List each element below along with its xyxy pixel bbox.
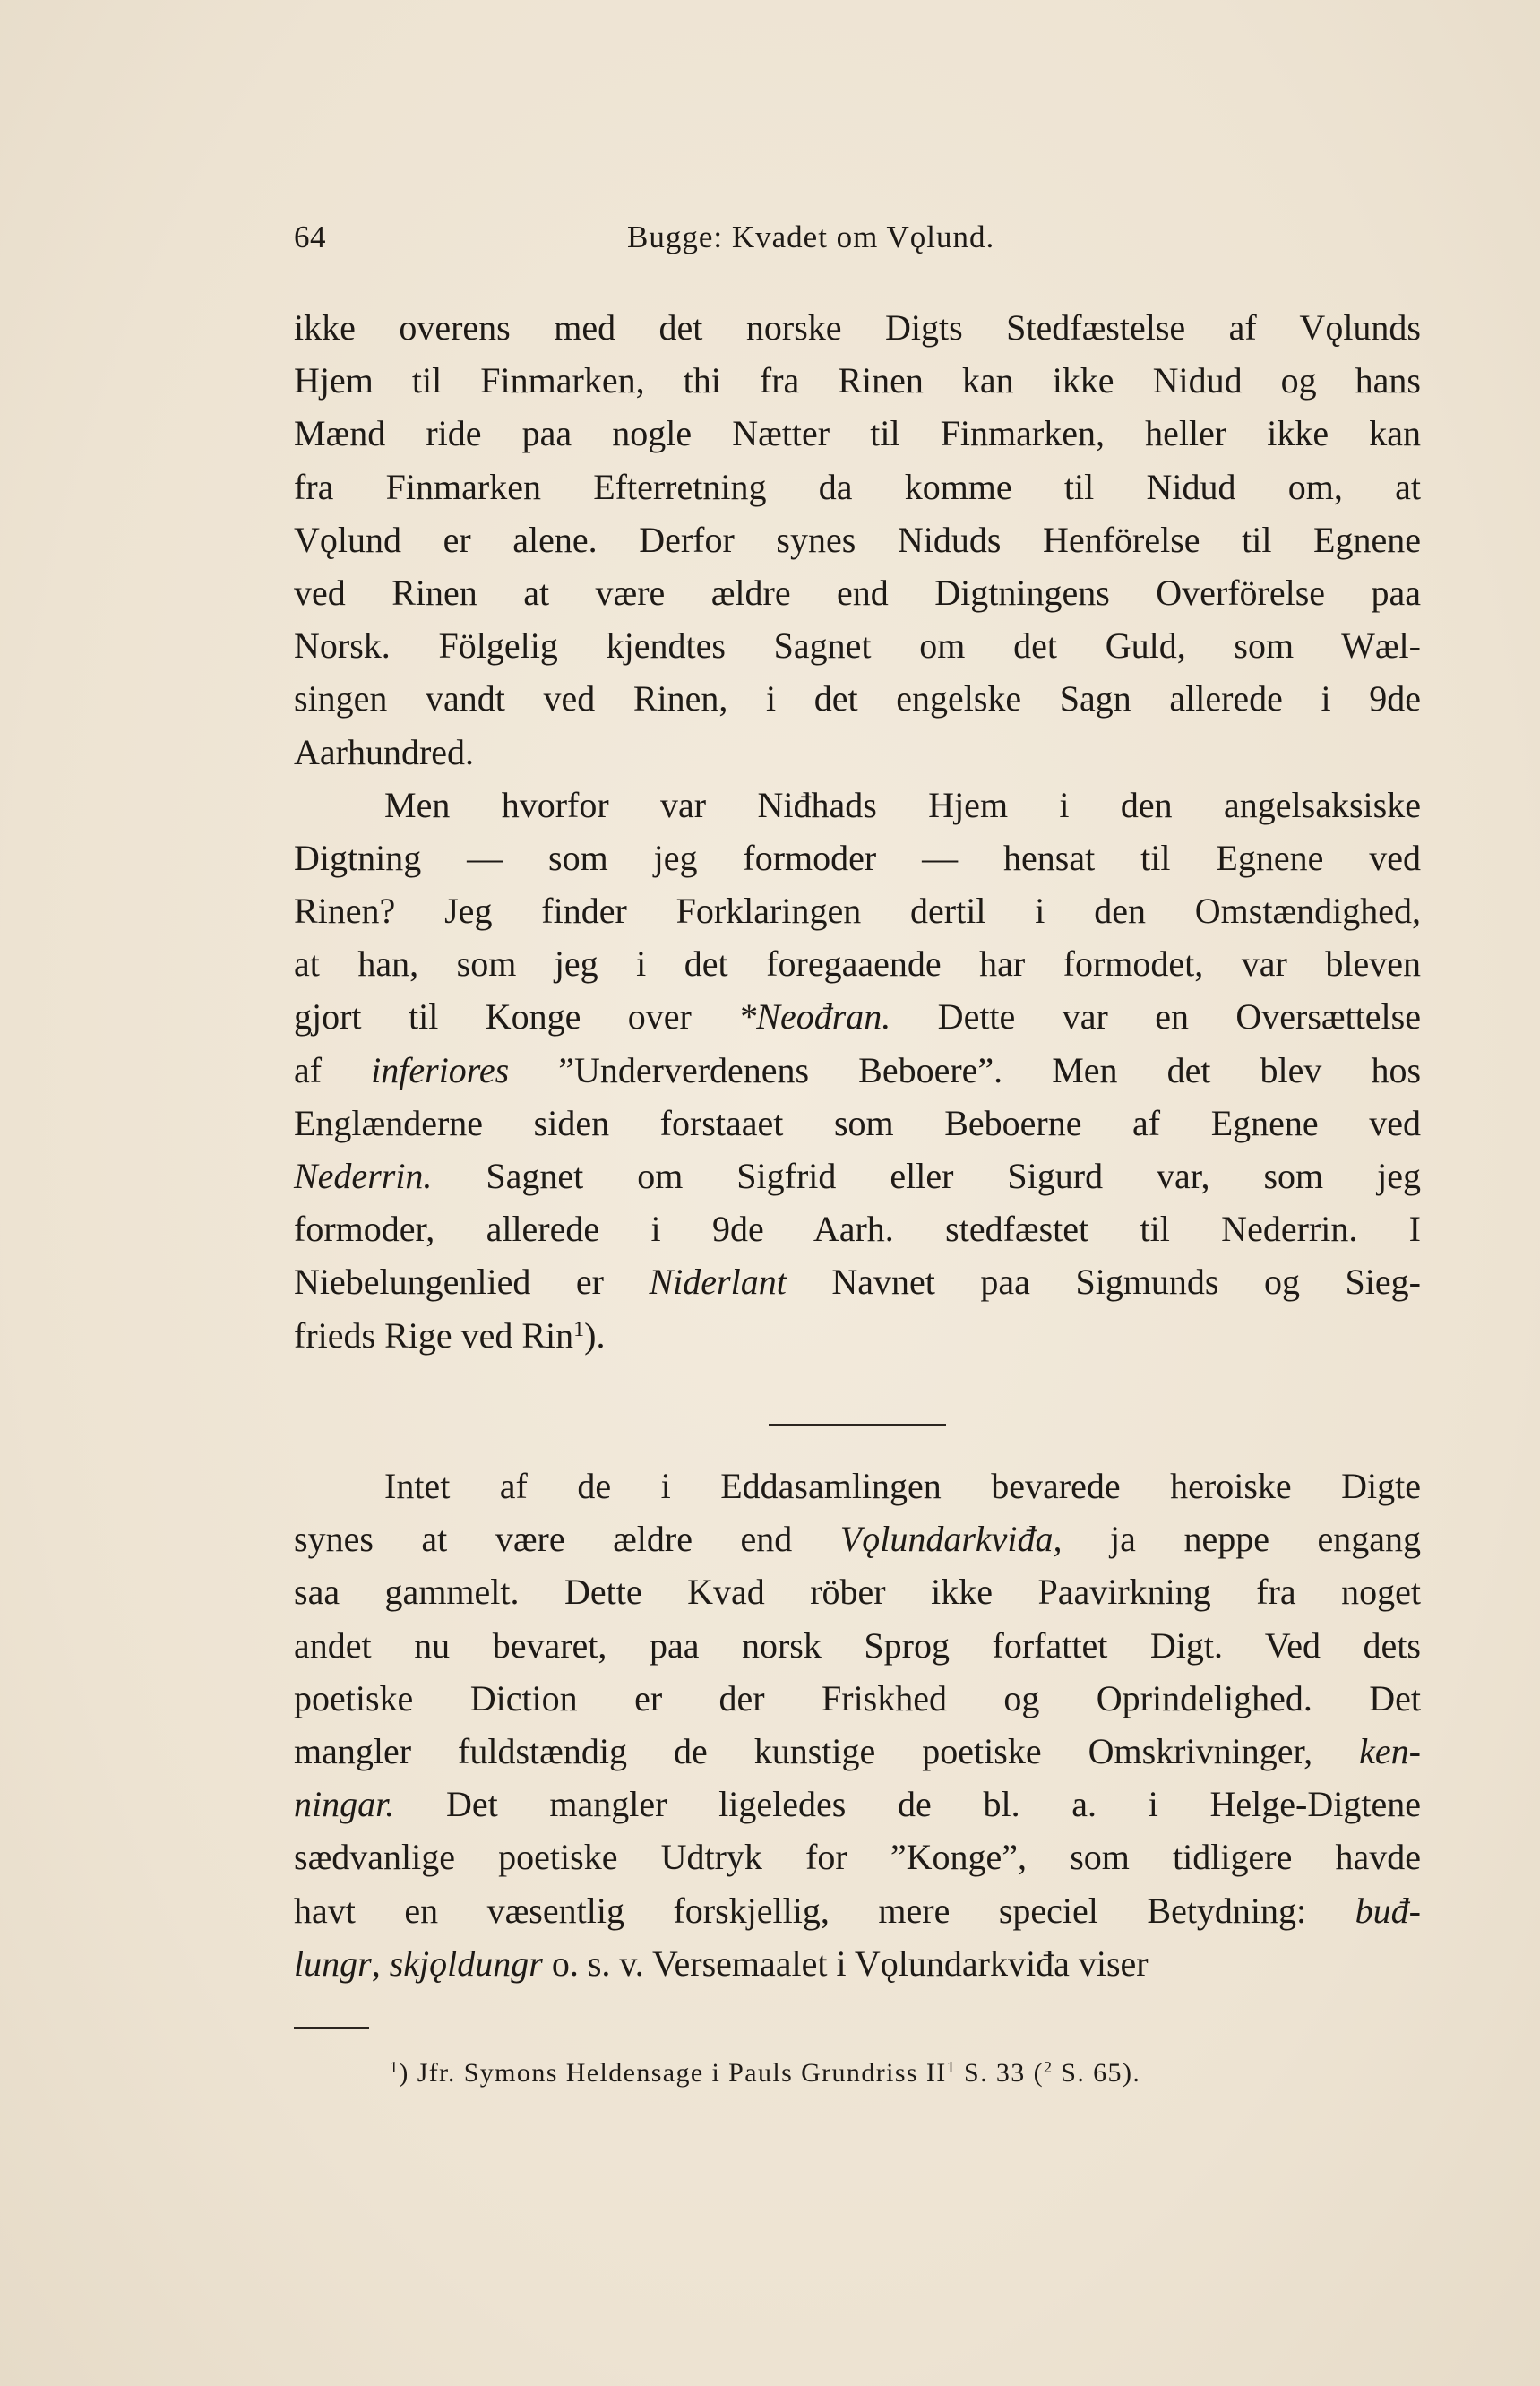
- italic-term: Niderlant: [649, 1262, 787, 1303]
- text-line: [294, 566, 1421, 619]
- text-line: [294, 1672, 1421, 1725]
- footnote: [390, 2058, 1140, 2089]
- text-line: [294, 1778, 1421, 1830]
- line-text: Intet af de i Eddasamlingen bevarede heroiske Digte: [384, 1466, 1421, 1506]
- text-line: [294, 513, 1421, 566]
- paragraph-2: [294, 779, 1421, 1362]
- text-line: [294, 1044, 1421, 1097]
- line-text: Norsk. Fölgelig kjendtes Sagnet om det Guld, som Wæl-: [294, 625, 1421, 667]
- line-text: sædvanlige poetiske Udtryk for ”Konge”, som tidligere havde: [294, 1837, 1421, 1878]
- line-text: fra Finmarken Efterretning da komme til Nidud om, at: [294, 466, 1421, 507]
- italic-term: Nederrin.: [294, 1156, 433, 1196]
- main-text-section-1: [294, 301, 1421, 1362]
- italic-term: Vǫlundarkviđa,: [839, 1519, 1063, 1560]
- text-line: [294, 1255, 1421, 1308]
- line-text: gjort til Konge over: [294, 996, 739, 1038]
- text-line: [294, 1460, 1421, 1512]
- line-text: havt en væsentlig forskjellig, mere speciel Betydning:: [294, 1890, 1355, 1931]
- line-text: Det mangler ligeledes de bl. a. i Helge-Digtene: [394, 1784, 1421, 1825]
- text-line: [294, 1150, 1421, 1202]
- italic-term: ningar.: [294, 1784, 395, 1825]
- text-line: [294, 461, 1421, 513]
- text-line: [294, 1565, 1421, 1618]
- line-text: Mænd ride paa nogle Nætter til Finmarken, heller ikke kan: [294, 413, 1421, 454]
- italic-term: lungr: [294, 1942, 372, 1984]
- footnote-reference: 1: [573, 1317, 585, 1341]
- italic-term: skjǫldungr: [389, 1942, 543, 1984]
- line-text: ikke overens med det norske Digts Stedfæstelse af Vǫlunds: [294, 307, 1421, 348]
- line-text: Digtning — som jeg formoder — hensat til Egnene ved: [294, 837, 1421, 878]
- text-line: [294, 407, 1421, 460]
- line-text: Dette var en Oversættelse: [890, 996, 1421, 1038]
- page-number: 64: [294, 220, 326, 254]
- text-line: [294, 779, 1421, 831]
- paragraph-3: [294, 1460, 1421, 1990]
- line-text: ).: [584, 1314, 606, 1356]
- line-text: saa gammelt. Dette Kvad röber ikke Paavirkning fra noget: [294, 1572, 1421, 1613]
- footnote-text: ) Jfr. Symons Heldensage i Pauls Grundriss II: [399, 2058, 947, 2088]
- text-line: [294, 1097, 1421, 1150]
- text-line: [294, 619, 1421, 672]
- text-line: [294, 1619, 1421, 1672]
- line-text: Navnet paa Sigmunds og Sieg-: [786, 1262, 1421, 1303]
- footnote-superscript-a: 1: [946, 2058, 957, 2077]
- footnote-rule: [294, 2027, 369, 2029]
- text-line: [294, 672, 1421, 725]
- text-line: [294, 1202, 1421, 1255]
- line-text: formoder, allerede i 9de Aarh. stedfæstet til Nederrin. I: [294, 1209, 1421, 1250]
- line-text: Men hvorfor var Niđhads Hjem i den angelsaksiske: [384, 784, 1421, 825]
- line-text: frieds Rige ved Rin: [294, 1314, 574, 1356]
- section-separator-rule: [769, 1424, 946, 1426]
- line-text: singen vandt ved Rinen, i det engelske Sagn allerede i 9de: [294, 678, 1421, 719]
- line-text: Rinen? Jeg finder Forklaringen dertil i den Omstændighed,: [294, 891, 1421, 932]
- footnote-text-b: S. 33 (: [956, 2058, 1044, 2088]
- text-line: [294, 726, 1421, 779]
- text-line: [294, 1937, 1421, 1990]
- footnote-text-c: S. 65).: [1053, 2058, 1141, 2088]
- line-text: o. s. v. Versemaalet i Vǫlundarkviđa viser: [542, 1942, 1149, 1984]
- italic-term: buđ-: [1355, 1890, 1421, 1931]
- line-text: mangler fuldstændig de kunstige poetiske Omskrivninger,: [294, 1730, 1360, 1771]
- italic-term: ken-: [1359, 1730, 1421, 1771]
- paragraph-1: [294, 301, 1421, 779]
- footnote-superscript-b: 2: [1043, 2058, 1054, 2077]
- line-text: af: [294, 1049, 372, 1090]
- running-title: Bugge: Kvadet om Vǫlund.: [627, 220, 995, 254]
- text-line: [294, 831, 1421, 884]
- line-text: ”Underverdenens Beboere”. Men det blev hos: [509, 1049, 1422, 1090]
- line-text: ja neppe engang: [1062, 1519, 1421, 1560]
- text-line: [294, 1512, 1421, 1565]
- footnote-marker: 1: [390, 2058, 400, 2077]
- text-line: [294, 1884, 1421, 1937]
- line-text: poetiske Diction er der Friskhed og Oprindelighed. Det: [294, 1677, 1421, 1718]
- line-text: Sagnet om Sigfrid eller Sigurd var, som jeg: [432, 1156, 1421, 1196]
- line-text: Vǫlund er alene. Derfor synes Niduds Henförelse til Egnene: [294, 519, 1421, 560]
- line-text: ,: [371, 1942, 390, 1984]
- line-text: Englænderne siden forstaaet som Beboerne af Egnene ved: [294, 1102, 1421, 1143]
- text-line: [294, 354, 1421, 407]
- line-text: Niebelungenlied er: [294, 1262, 650, 1303]
- line-text: at han, som jeg i det foregaaende har formodet, var bleven: [294, 943, 1421, 985]
- main-text-section-2: [294, 1460, 1421, 1990]
- text-line: [294, 990, 1421, 1043]
- text-line: [294, 884, 1421, 937]
- line-text: andet nu bevaret, paa norsk Sprog forfattet Digt. Ved dets: [294, 1624, 1421, 1666]
- text-line: [294, 1830, 1421, 1883]
- italic-term: inferiores: [371, 1049, 510, 1090]
- line-text: ved Rinen at være ældre end Digtningens Overförelse paa: [294, 572, 1421, 613]
- text-line: [294, 1309, 1421, 1362]
- line-text: Hjem til Finmarken, thi fra Rinen kan ikke Nidud og hans: [294, 360, 1421, 401]
- page-header: [294, 220, 1421, 264]
- text-line: [294, 937, 1421, 990]
- line-text: Aarhundred.: [294, 731, 475, 772]
- text-line: [294, 1725, 1421, 1778]
- italic-term: *Neođran.: [738, 996, 891, 1038]
- line-text: synes at være ældre end: [294, 1519, 840, 1560]
- text-line: [294, 301, 1421, 354]
